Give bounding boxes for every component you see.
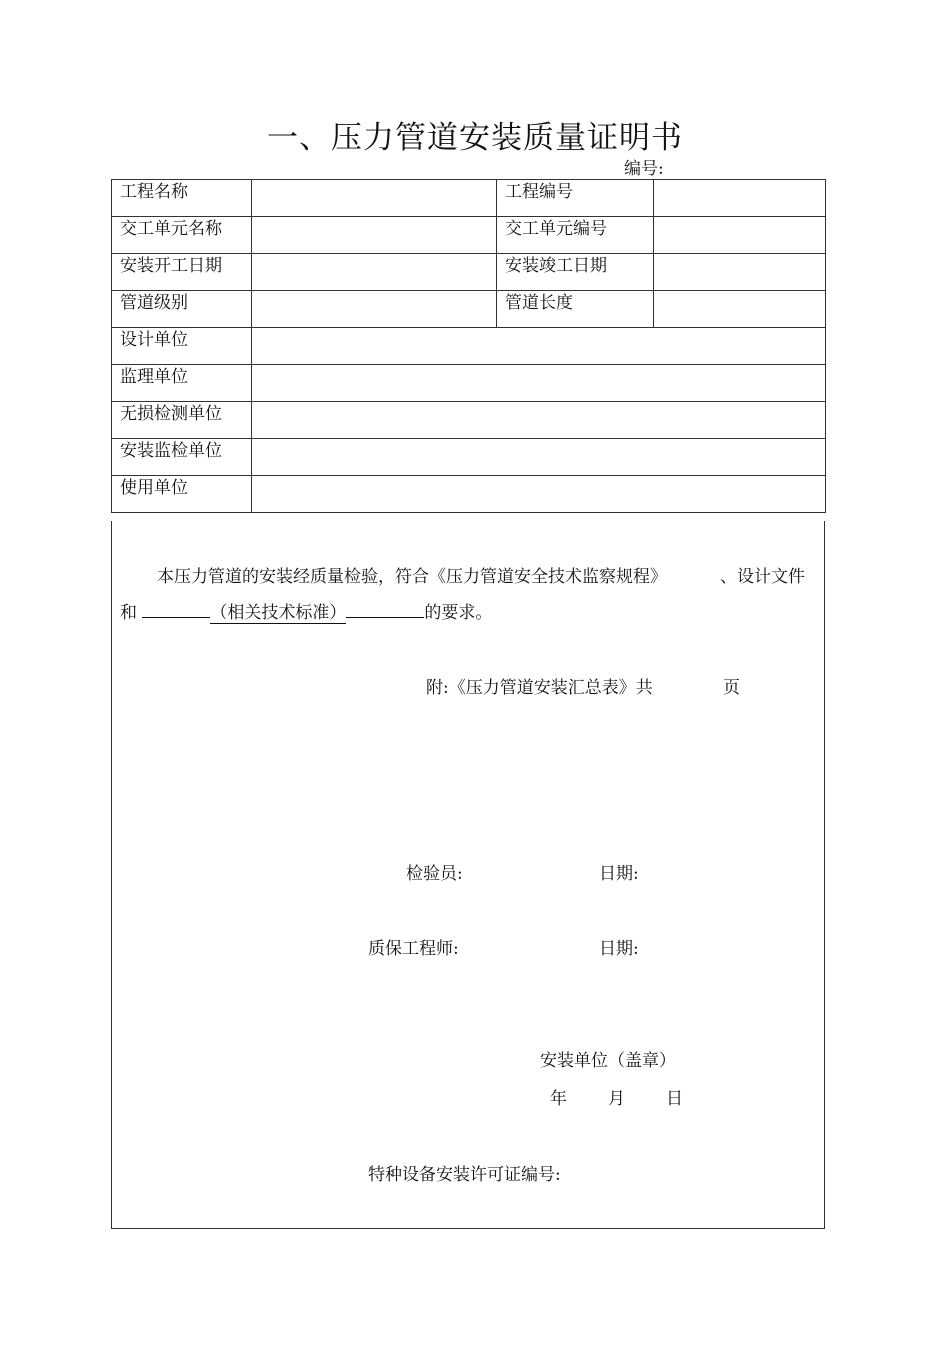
table-row	[112, 291, 826, 328]
year-label: 年	[550, 1089, 567, 1109]
inspection-unit-label: 安装监检单位	[112, 439, 252, 476]
table-row	[112, 254, 826, 291]
ndt-unit-field[interactable]	[252, 402, 826, 439]
qa-date-label: 日期:	[599, 939, 639, 959]
table-row	[112, 328, 826, 365]
attachment-label: 附:《压力管道安装汇总表》共	[426, 678, 653, 698]
ndt-unit-label: 无损检测单位	[112, 402, 252, 439]
user-unit-field[interactable]	[252, 476, 826, 513]
day-label: 日	[666, 1089, 683, 1109]
info-table	[111, 179, 826, 513]
supervision-unit-field[interactable]	[252, 365, 826, 402]
table-row	[112, 217, 826, 254]
start-date-label: 安装开工日期	[112, 254, 252, 291]
table-row	[112, 439, 826, 476]
start-date-field[interactable]	[252, 254, 497, 291]
unit-name-field[interactable]	[252, 217, 497, 254]
license-number-label: 特种设备安装许可证编号:	[368, 1165, 561, 1185]
inspection-unit-field[interactable]	[252, 439, 826, 476]
statement-line-1-tail: 、设计文件	[720, 567, 805, 587]
table-row	[112, 402, 826, 439]
statement-line-2	[120, 598, 492, 623]
statement-line-1: 本压力管道的安装经质量检验，符合《压力管道安全技术监察规程》	[157, 567, 667, 587]
unit-number-field[interactable]	[654, 217, 826, 254]
table-row	[112, 180, 826, 217]
pipe-length-label: 管道长度	[497, 291, 654, 328]
blank-underline	[346, 601, 424, 618]
completion-date-label: 安装竣工日期	[497, 254, 654, 291]
table-row	[112, 365, 826, 402]
statement-suffix: 的要求。	[424, 603, 493, 623]
project-number-field[interactable]	[654, 180, 826, 217]
certificate-body	[111, 521, 825, 1229]
inspector-date-label: 日期:	[599, 864, 639, 884]
blank-underline	[142, 601, 210, 618]
attachment-page-unit: 页	[723, 678, 740, 698]
supervision-unit-label: 监理单位	[112, 365, 252, 402]
design-unit-label: 设计单位	[112, 328, 252, 365]
pipe-grade-label: 管道级别	[112, 291, 252, 328]
table-row	[112, 476, 826, 513]
doc-number-label: 编号:	[624, 159, 664, 179]
standards-fill: （相关技术标准）	[210, 603, 347, 623]
inspector-label: 检验员:	[406, 864, 463, 884]
install-unit-label: 安装单位（盖章）	[540, 1051, 676, 1071]
completion-date-field[interactable]	[654, 254, 826, 291]
project-name-label: 工程名称	[112, 180, 252, 217]
page-title: 一、压力管道安装质量证明书	[267, 120, 683, 156]
qa-engineer-label: 质保工程师:	[368, 939, 459, 959]
unit-number-label: 交工单元编号	[497, 217, 654, 254]
unit-name-label: 交工单元名称	[112, 217, 252, 254]
pipe-grade-field[interactable]	[252, 291, 497, 328]
project-number-label: 工程编号	[497, 180, 654, 217]
design-unit-field[interactable]	[252, 328, 826, 365]
pipe-length-field[interactable]	[654, 291, 826, 328]
month-label: 月	[608, 1089, 625, 1109]
user-unit-label: 使用单位	[112, 476, 252, 513]
statement-prefix: 和	[120, 603, 137, 623]
project-name-field[interactable]	[252, 180, 497, 217]
